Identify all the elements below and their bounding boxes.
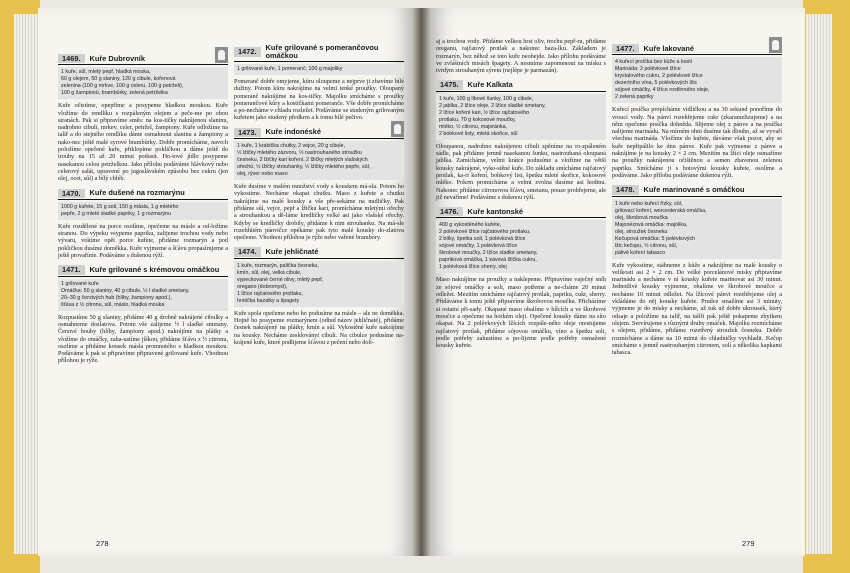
recipe-number: 1476. [436,207,463,216]
recipe [58,54,228,183]
chef-hat-icon [769,37,782,53]
ingredients-box [234,261,404,307]
ingredient-line: papriková omáčka, 1 kávová lžička cukru, [439,257,537,264]
ingredient-line: 400 g vykostěného kuřete, [439,222,502,229]
recipe-instructions: Kuře spola opečeme nebo ho podusíme na másle – ale ne doměkka. Hojně ho posypeme rozmarýnem (odtud název jehličnaté), přidáme česnek nakrájený na plátky, kmín a sůl. Vykostěné kuře nakrájíme na kousky. Necháme zeskloványt cibuli. Na cibulce podusíme na-krájené kuře, které podlijeme šťávou z pečení nebo dolí- [234,309,404,346]
recipe [58,189,228,260]
ingredient-line: vypeckované černé olivy, mletý pepř, [237,276,324,283]
right-column-2 [612,8,782,358]
ingredient-line: krystalového cukru, 2 polévkové lžíce [615,73,703,80]
recipe-instructions: Rozpustíme 50 g slaniny, přidáme 40 g drobně nakrájené cibulky a osmahneme dozlatova. Potom vše zalijeme ½ l sladké smetany. Čerstvé houby (hlíby, žampiony apod.) nakrájíme na plátky a vložíme do omáčky, zaha-ustíme jíškou, přidáme šťávu z ½ citronu, osolíme a přidáme kousek másla promnutého s hladkou moukou. Podáváme k pak si připravíme připravené grilované kuře. Vhodnou přílohou je rýže. [58,313,228,365]
recipe-header [58,54,228,65]
ingredient-line: 1 kuře, 100 g libové šunky, 100 g cibule, [439,95,534,102]
ingredient-line: olej, škrobová moučka [615,214,668,221]
ingredients-box [436,220,606,273]
recipe-header [58,189,228,200]
ingredient-line: 20–30 g čerstvých hub (hlíby, žampiony apod.), [61,294,172,301]
ingredient-line: 4 kuřecí prsíčka bez kůže a kostí [615,59,693,66]
ingredient-line: 1 lžíce rajčatového protlaku, [237,290,303,297]
ingredient-line: pepře, 2 g mleté sladké papriky, 1 g rozmarýnu [61,210,172,217]
ingredient-line: sójové omáčky, 1 polévková lžíce [439,243,518,250]
ingredient-line: Omáčka: 50 g slaniny, 40 g cibule, ½ l sladké smetany, [61,287,190,294]
recipe-number: 1474. [234,247,261,256]
ingredient-line: škrobové moučky, 2 lžíce sladké smetany, [439,250,538,257]
recipe-header [58,265,228,276]
recipe-header [234,44,404,62]
ingredient-line: 1 kuře, sůl, mletý pepř, hladká mouka, [61,69,151,76]
chef-hat-icon [215,47,228,63]
ingredients-box [612,199,782,259]
recipe-instructions: Kuřecí prsíčka propícháme vidličkou a na 30 sekund ponoříme do vroucí vody. Na pánvi rozehřejeme cukr (zkaramelizujeme) a na něm opečeme prsíčka dohněda. Slijeme olej z pánve a na prsíčka nalijeme marinádu. Na mírném ohni dusíme tak dlouho, až se vyvaří všechna marináda. Vložíme do kuřete, dáváme však pozor, aby se kuře nepřipálilo ke dnu pánve. Kuře pak vyjmeme z pánve a nakrájíme je na kousky 2 × 2 cm. Mezitím na lžíci oleje osmažíme na proužky nakrájenou očištěnou a semen zbavenou zelenou papriku. Smícháme ji s hotovými kousky kuřete, osolíme a podáváme. Jako přílohu podáváme dušenou rýži. [612,106,782,179]
page-edges-right [806,14,832,554]
page-edges-left [14,14,40,554]
recipe-instructions: Pomeranč dobře omyjeme, kůru oloupeme a nejprve ji zbavíme bílé dužiny. Potom kůru nakrájíme na velmi tenké proužky. Oloupaný pomeranč nakrájíme na kos-tičky. Majolku smícháme s proužky pomerančové kůry a kostičkami pomeranče. Vše dobře promícháme a po-necháme v chladu rozležet. Podáváme se studeným grilovaným kuřetem jako studený předkrm a k tomu bílé pečivo. [234,78,404,122]
page-number-left: 278 [96,539,109,548]
ingredient-line: 2 jablka, 2 lžíce oleje, 2 lžíce sladké smetany, [439,102,546,109]
recipe [612,185,782,356]
recipe-header [436,80,606,91]
recipe-header [234,128,404,139]
recipe [436,80,606,201]
ingredient-line: 2 bílky, špetka soli, 1 polévková lžíce [439,236,526,243]
ingredient-line: zelenina (100 g mrkve, 100 g celeru, 100 g petrželi), [61,83,184,90]
ingredient-line: ½ lžičky mletého zázvoru, ½ nastrouhaného stroužku [237,150,362,157]
ingredient-line: 1 grilované kuře, 1 pomeranč, 100 g majoliky [237,66,343,72]
left-page [38,8,413,556]
recipe [234,128,404,242]
recipe-instructions: Kuře vykostíme, stáhneme z kůže a nakrájíme na malé kousky o velikosti asi 2 × 2 cm. Do velké porcelánové misky připravíme marinádu a necháme v ní kousky kuřete marinovat asi 30 minut. Jednotlivé kousky vyjmeme, obalíme ve škrobové moučce a necháme 10 minut odležet. Na lžícové pánvi rozehřejeme olej a vkládáme do něj kousky kuřete. Prudce smažíme asi 3 minuty, vyjmeme je do misky a necháme, až tuk už dobře ukrousek, který odsaje a položíme na talíř, na talíři pak ještě pokapeme zbytkem olejem. Servírujeme s různými druhy omáček. Majolku rozmícháme s olejem, přidáme, přidáme rozetřený stroužek česneku. Dobře rozmícháme a dáme na 10 minut do chladničky vychladit. Kečup smícháme s jemně nastrouhaným citronem, solí a několika kapkami tabasca. [612,261,782,357]
recipe-instructions: Kuře rozdělené na porce osolíme, opečeme na másle a od-ložíme stranou. Do výpeku vsypeme papriku, zalijeme trochou vody nebo vývaru, vrátíme opět porce kuřete, přidáme rozmarýn a pod pokličkou dusíme doměkka. Kuře vyjmeme a šťávu propasírujeme a ještě provaříme. Podáváme s dušenou rýží. [58,222,228,260]
ingredient-line: 1 kuře, rozmarýn, palička česneku, [237,262,319,269]
ingredient-line: olej, rýver nebo maso [237,171,288,178]
ingredient-line: dezertního vína, 5 polévkových lžic [615,80,698,87]
recipe-title: Kuře indonéské [265,127,321,137]
recipe-instructions: Oloupanou, nadrobno nakrájenou cibuli zpěníme na ro-zpáleném sádle, pak přidáme jemně nasekanou šunku, nastrouhaná oloupaná jablka. Zamícháme, velmi krátce podusíme a vložíme na větší kousky nakrájené, vyko-stěné kuře. Do základu smícháme rajčatový protlak, ka-ri koření, bobkový list, špetku mleté skořice, kokosové mléko. Pokrm promícháme a velmi zvolna dusíme asi hodinu. Nakonec přidáme citronovou šťávu, smetanu, pouze prohřejeme, ale již nevaříme! Podáváme s dušenou rýží. [436,142,606,201]
recipe [234,247,404,346]
recipe-title: Kuře kantonské [467,206,523,216]
ingredient-line: 2 lžíce koření kari, ½ lžíce rajčatového [439,109,530,116]
ingredient-line: protlaku, 70 g kokosové moučky, [439,116,516,123]
ingredients-box [612,57,782,103]
ingredient-line: hrstička bazalky a špagety [237,297,300,304]
ingredient-line: 1 grilované kuře [61,280,99,287]
ingredient-line: Marináda: 2 polévkové lžíce [615,66,681,73]
recipe-header [234,247,404,258]
chef-hat-icon [391,121,404,137]
ingredient-line: Kečupová omáčka: 5 polévkových [615,235,696,242]
recipe-number: 1472. [234,47,261,56]
recipe-title: Kuře Dubrovník [89,53,145,63]
ingredient-line: sójové omáčky, 4 lžíce rostlinného oleje, [615,87,710,94]
right-column-1 [436,8,606,351]
ingredients-box [58,202,228,220]
recipe-number: 1477. [612,44,639,53]
recipe [612,44,782,179]
recipe-number: 1475. [436,80,463,89]
ingredient-line: lžic kečupu, ½ citronu, sůl, [615,242,678,249]
page-number-right: 279 [742,539,755,548]
recipe-instructions: Maso nakrájíme na proužky a naklepeme. Připravíme vaječný sníh ze sójové omáčky a soli, maso potřeme a ne-cháme 20 minut odležet. Mezitím smícháme rajčatový protlak, papriku, cukr, sherry. Přidáváme k tomu ještě připravíme škrobovou moučku. Přicházíme si ostatní při-sady. Okapané maso obalíme v bílcích a ve škrobové moučce a opečeme na horkém oleji. Opečené kousky dáme na síto okapat. Na 2 polévkových lžících rozpále-ného oleje orestujeme rajčatový protlak, přidáme sójovou omáčku, víno a špetku soli, podle potřeby zahustíme a po-lijeme podle potřeby osmažené kousky kuřete. [436,276,606,350]
recipe-number: 1470. [58,189,85,198]
recipe-number: 1473. [234,128,261,137]
recipe-title: Kuře grilované s krémovou omáčkou [89,264,220,274]
recipe [436,207,606,349]
ingredient-line: pálivé koření tabasco [615,249,666,256]
recipe-instructions: Kuře očistíme, opepříme a posypeme hladkou moukou. Kuře vložíme do rendlíku s rozpáleným olejem a peče-me po obou stranách. Pak si připravíme směs: na kos-tičky nakrájenou slaninu, nadrobno cibuli, mrkev, celer, petržel, žampiony. Kuře odložíme na talíř a do stejného rendlíku dáme osmahnout slaninu a žampiony a nako-nec ještě malé syrové brambůrky. Dobře promícháme, navrch položíme opečené kuře, přiklopíme pokličkou a dáme ještě do trouby na 15 až 20 minut podusit. Ho-tové jídlo posypeme nasekanou celou petrželkou. Jako přílohu podáváme hlávkový nebo celerový salát, upravené po jugoslávském způsobu bez cukru (jen olej, ocet, sůl) a bílý chléb. [58,102,228,183]
ingredient-line: 2 polévkové lžíce rajčatového protlaku, [439,229,531,236]
recipe-title: Kuře Kalkata [467,80,513,90]
ingredient-line: česneku, 2 lžičky kari koření, 2 lžičky mletých vlašských [237,157,368,164]
left-column-1 [58,8,228,367]
ingredients-box [58,279,228,311]
ingredients-box [234,141,404,180]
ingredient-line: šťáva z ½ citronu, sůl, máslo, hladká mouka [61,301,165,308]
recipe-title: Kuře lakované [643,43,695,53]
ingredients-box [234,64,404,75]
recipe-title: Kuře dušené na rozmarýnu [89,188,185,198]
ingredient-line: ořechů, ½ lžičky strouhanky, ½ lžičky mletého pepře, sůl, [237,164,371,171]
ingredient-line: 2 bobkové listy, mletá skořice, sůl [439,130,518,137]
recipe-title: Kuře grilované s pomerančovou omáčkou [265,43,379,60]
recipe-title: Kuře marinované s omáčkou [643,184,745,194]
ingredient-line: 100 g žampionů, brambůrky, zelená petrželka [61,90,168,97]
ingredient-line: 1 kuře, 1 krabička chutky, 2 vejce, 20 g cibule, [237,143,345,150]
ingredient-line: 1000 g kuřete, 15 g soli, 150 g másla, 1 g mletého [61,203,179,210]
left-column-2 [234,8,404,348]
right-page [430,8,805,556]
recipe-number: 1478. [612,185,639,194]
ingredient-line: mléko, ½ citronu, majoránka, [439,123,508,130]
recipe-header [436,207,606,218]
recipe-title: Kuře jehličnaté [265,247,319,257]
book-spine [413,8,430,556]
ingredient-line: olej, stroužek česneku [615,228,668,235]
ingredient-line: 60 g olejem, 50 g slaniny, 120 g cibule, kořenová [61,76,176,83]
ingredient-line: 2 zelená papriky [615,94,654,101]
ingredients-box [436,94,606,140]
ingredient-line: Majonézová omáčka: majolika, [615,221,688,228]
ingredients-box [58,67,228,99]
ingredient-line: kmín, sůl, olej, velká cibule, [237,269,302,276]
continued-text: aj a trochou vody. Přidáme velkou hrst oliv, trochu pepř-ru, přidáme oreganu, rajčatový protlak a nakonec baza-lku. Základem je rozmarýn, bez něhož se toto kuře neobejde. Jako přílohu podáváme ve zvláštních misách špagety. A nesmíme zapomenout na mísku s tvrdým strouhaným sýrem (nejlépe je parmazán). [436,38,606,75]
ingredient-line: 1 polévková lžíce sherry, olej [439,264,507,271]
recipe-header [612,44,782,55]
ingredient-line: 1 kuře nebo kuřecí řízky, sůl, [615,200,683,207]
recipe [58,265,228,364]
recipe-number: 1469. [58,54,85,63]
recipe-number: 1471. [58,265,85,274]
recipe [234,44,404,122]
recipe-instructions: Kuře dusíme v malém množství vody s kouskem má-sla. Potom ho vykostíme. Necháme okapat chutku. Maso z kuřete a chutku nakrájíme na malé kousky a vše pře-sekáme na nudličky. Pak přidáme sůl, vejce, pepř a lžičku kari, promícháme mletými ořechy a strouhankou a dě-láme kredličky velké asi jako vlašské ořechy. Kdyby se kredličky drobily, přidáme k nim strouhanku. Na má-sle rozehřátém pánvičce opékáme pak tyto malé kousky do-zlatova opečeme. Vhodnou přílohou je rýže nebo vařené brambory. [234,183,404,242]
recipe-header [612,185,782,196]
ingredient-line: oregano (dobromysl), [237,283,288,290]
ingredient-line: grilovací koření, worcesterská omáčka, [615,207,707,214]
